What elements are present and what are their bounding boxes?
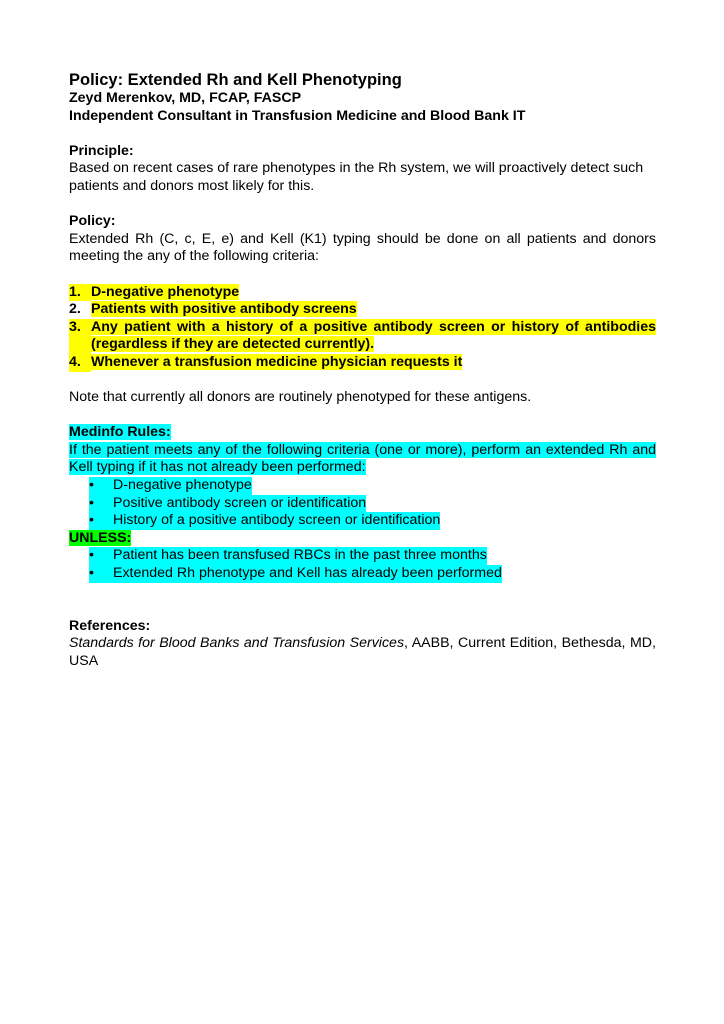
list-item-text: Any patient with a history of a positive antibody screen or history of antibodies (regardless if they are detected currently). <box>91 318 656 353</box>
document-title: Policy: Extended Rh and Kell Phenotyping <box>69 71 402 89</box>
list-item <box>69 547 656 565</box>
reference-title: Standards for Blood Banks and Transfusion Services <box>69 635 405 652</box>
list-number: 1. <box>69 284 91 302</box>
medinfo-criteria-list <box>69 477 656 530</box>
principle-heading: Principle: <box>69 142 134 159</box>
policy-heading: Policy: <box>69 213 116 230</box>
document-page <box>69 70 656 671</box>
unless-label: UNLESS: <box>69 529 132 546</box>
list-number: 4. <box>69 354 91 372</box>
medinfo-section <box>69 424 656 582</box>
list-item <box>69 512 656 530</box>
list-item <box>69 495 656 513</box>
bullet-icon: • <box>89 477 94 494</box>
author-line: Zeyd Merenkov, MD, FCAP, FASCP <box>69 90 302 106</box>
affiliation-line: Independent Consultant in Transfusion Medicine and Blood Bank IT <box>69 107 526 124</box>
list-number: 3. <box>69 319 91 354</box>
policy-criteria-list <box>69 284 656 372</box>
medinfo-heading: Medinfo Rules: <box>69 424 171 441</box>
list-item <box>69 319 656 354</box>
medinfo-exceptions-list <box>69 547 656 582</box>
list-item <box>69 477 656 495</box>
bullet-icon: • <box>89 494 94 511</box>
bullet-icon: • <box>89 547 94 564</box>
donor-note: Note that currently all donors are routinely phenotyped for these antigens. <box>69 389 532 406</box>
list-item <box>69 565 656 583</box>
list-item-text: D-negative phenotype <box>113 477 252 494</box>
list-item-text: Positive antibody screen or identification <box>113 494 367 511</box>
medinfo-text: If the patient meets any of the following criteria (one or more), perform an extended Rh and Kell typing if it has not already been performed: <box>69 441 656 476</box>
list-item <box>69 284 656 302</box>
bullet-icon: • <box>89 565 94 582</box>
reference-entry <box>69 635 656 670</box>
list-item-text: D-negative phenotype <box>91 283 240 300</box>
bullet-icon: • <box>89 512 94 529</box>
principle-text: Based on recent cases of rare phenotypes in the Rh system, we will proactively detect such patients and donors most likely for this. <box>69 160 644 194</box>
reference-details: , AABB, Current Edition, Bethesda, MD, USA <box>69 635 656 669</box>
list-item <box>69 301 656 319</box>
references-heading: References: <box>69 617 151 634</box>
list-item-text: Patients with positive antibody screens <box>91 301 357 318</box>
list-item-text: Whenever a transfusion medicine physician requests it <box>91 353 463 370</box>
list-item-text: Extended Rh phenotype and Kell has already been performed <box>113 565 502 582</box>
list-item-text: History of a positive antibody screen or identification <box>113 512 441 529</box>
list-item <box>69 354 656 372</box>
policy-text: Extended Rh (C, c, E, e) and Kell (K1) typing should be done on all patients and donors meeting the any of the following criteria: <box>69 230 656 265</box>
list-item-text: Patient has been transfused RBCs in the past three months <box>113 547 487 564</box>
list-number: 2. <box>69 301 81 318</box>
